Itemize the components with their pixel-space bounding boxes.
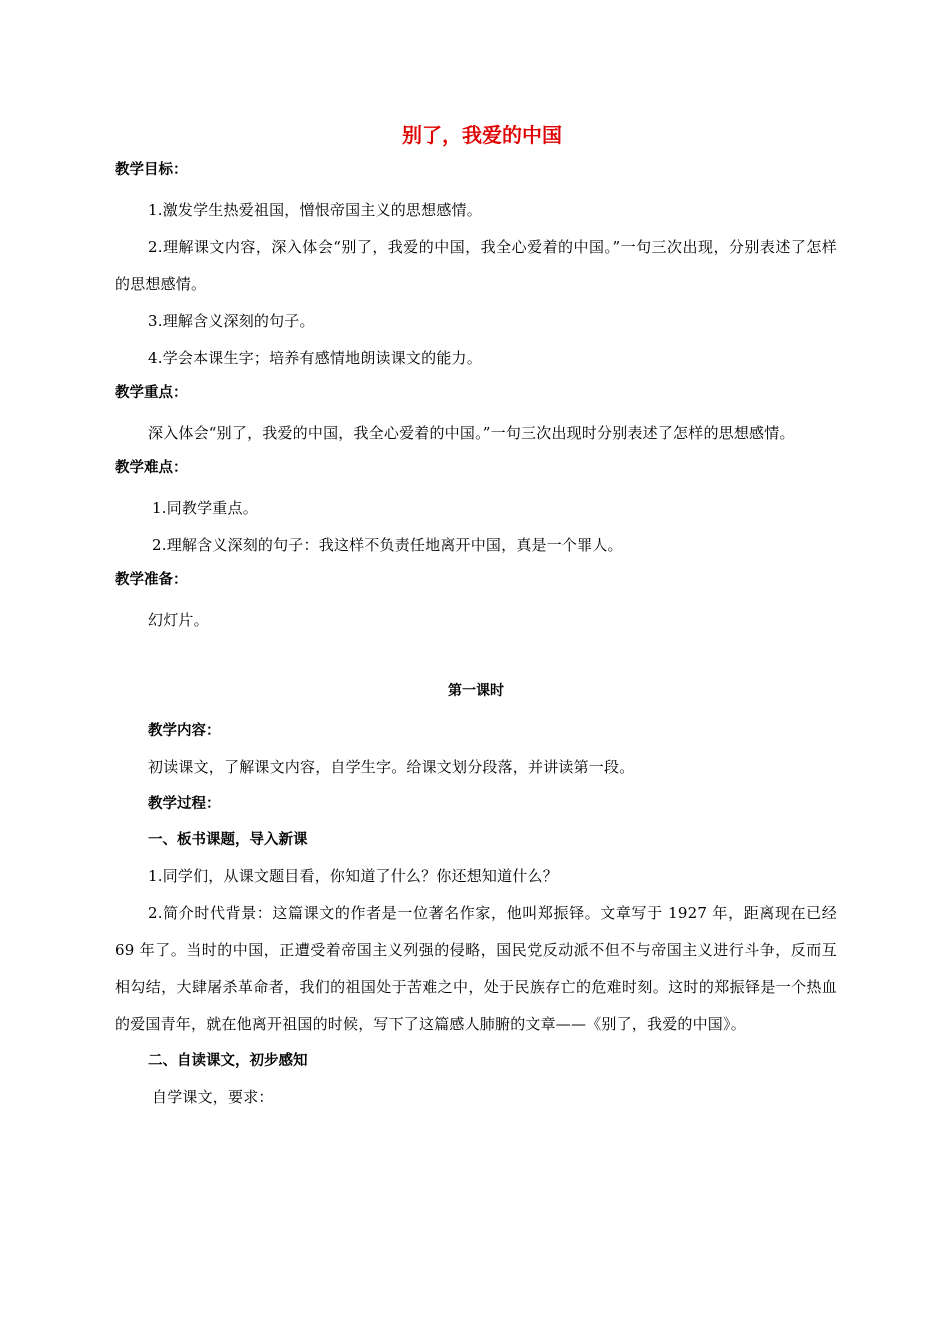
objective-item: 1.激发学生热爱祖国，憎恨帝国主义的思想感情。 <box>148 201 482 219</box>
objective-item: 4.学会本课生字；培养有感情地朗读课文的能力。 <box>148 349 482 367</box>
difficulties-heading: 教学难点： <box>115 460 188 476</box>
document-title: 别了，我爱的中国 <box>402 123 562 147</box>
preparation-text: 幻灯片。 <box>148 611 209 629</box>
step1-item: 1.同学们，从课文题目看，你知道了什么？你还想知道什么？ <box>148 867 558 885</box>
lesson-title: 第一课时 <box>448 683 504 699</box>
objectives-heading: 教学目标： <box>115 162 188 178</box>
step1-item: 2.简介时代背景：这篇课文的作者是一位著名作家，他叫郑振铎。文章写于 1927 年，距离现在已经 69 年了。当时的中国，正遭受着帝国主义列强的侵略，国民党反动派不但不与帝国主义进行斗争，反而互相勾结，大肆屠杀革命者，我们的祖国处于苦难之中，处于民族存亡的危难时刻。这时的郑振铎是一个热血的爱国青年，就在他离开祖国的时候，写下了这篇感人肺腑的文章——《别了，我爱的中国》。 <box>115 904 837 1033</box>
objective-item: 2.理解课文内容，深入体会“别了，我爱的中国，我全心爱着的中国。”一句三次出现，分别表述了怎样的思想感情。 <box>115 238 837 293</box>
difficulty-item: 1.同教学重点。 <box>152 499 258 517</box>
document-body <box>115 118 837 1116</box>
lesson-process-heading: 教学过程： <box>148 796 221 812</box>
step1-heading: 一、板书课题，导入新课 <box>148 832 308 848</box>
key-points-heading: 教学重点： <box>115 385 188 401</box>
step2-text: 自学课文，要求： <box>152 1088 274 1106</box>
lesson-content-heading: 教学内容： <box>148 723 221 739</box>
objective-item: 3.理解含义深刻的句子。 <box>148 312 315 330</box>
key-points-text: 深入体会“别了，我爱的中国，我全心爱着的中国。”一句三次出现时分别表述了怎样的思想感情。 <box>148 424 795 442</box>
difficulty-item: 2.理解含义深刻的句子：我这样不负责任地离开中国，真是一个罪人。 <box>152 536 623 554</box>
preparation-heading: 教学准备： <box>115 572 188 588</box>
step2-heading: 二、自读课文，初步感知 <box>148 1053 308 1069</box>
lesson-content-text: 初读课文，了解课文内容，自学生字。给课文划分段落，并讲读第一段。 <box>148 758 635 776</box>
